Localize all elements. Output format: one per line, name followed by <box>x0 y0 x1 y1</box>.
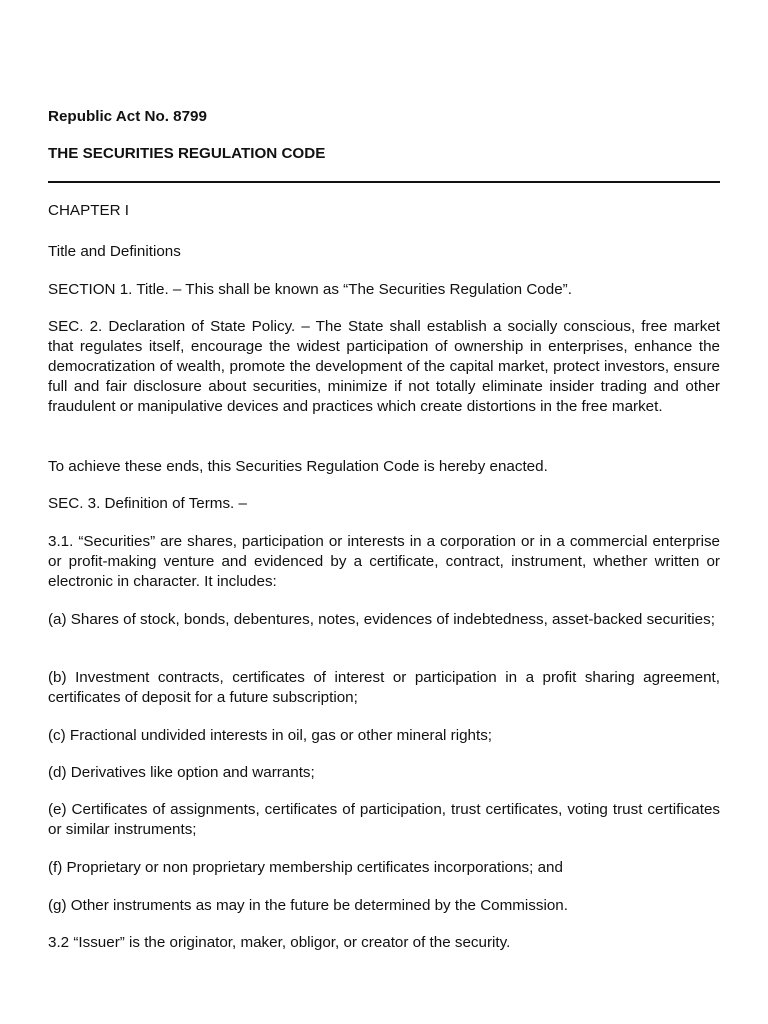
enactment-clause: To achieve these ends, this Securities Regulation Code is hereby enacted. <box>48 458 548 475</box>
list-item-b: (b) Investment contracts, certificates of interest or participation in a profit sharing agreement, certificates of deposit for a future subscription; <box>48 669 720 706</box>
code-title: THE SECURITIES REGULATION CODE <box>48 145 326 162</box>
act-number: Republic Act No. 8799 <box>48 108 207 125</box>
section-3: SEC. 3. Definition of Terms. – <box>48 495 247 512</box>
list-item-d: (d) Derivatives like option and warrants; <box>48 764 315 781</box>
document-page <box>48 0 720 1024</box>
section-1: SECTION 1. Title. – This shall be known as “The Securities Regulation Code”. <box>48 281 572 298</box>
list-item-c: (c) Fractional undivided interests in oil, gas or other mineral rights; <box>48 727 493 744</box>
list-item-f: (f) Proprietary or non proprietary membership certificates incorporations; and <box>48 859 563 876</box>
definition-3-2: 3.2 “Issuer” is the originator, maker, obligor, or creator of the security. <box>48 934 511 951</box>
chapter-heading: CHAPTER I <box>48 202 130 219</box>
list-item-g: (g) Other instruments as may in the future be determined by the Commission. <box>48 897 568 914</box>
list-item-e: (e) Certificates of assignments, certificates of participation, trust certificates, voting trust certificates or similar instruments; <box>48 801 720 838</box>
chapter-title: Title and Definitions <box>48 243 181 260</box>
definition-3-1: 3.1. “Securities” are shares, participation or interests in a corporation or in a commercial enterprise or profit-making venture and evidenced by a certificate, contract, instrument, whether written or electronic in character. It includes: <box>48 533 720 590</box>
section-2: SEC. 2. Declaration of State Policy. – The State shall establish a socially conscious, free market that regulates itself, encourage the widest participation of ownership in enterprises, enhance the democratization of wealth, promote the development of the capital market, protect investors, ensure full and fair disclosure about securities, minimize if not totally eliminate insider trading and other fraudulent or manipulative devices and practices which create distortions in the free market. <box>48 318 720 415</box>
horizontal-rule <box>48 181 720 183</box>
list-item-a: (a) Shares of stock, bonds, debentures, notes, evidences of indebtedness, asset-backed securities; <box>48 611 715 628</box>
